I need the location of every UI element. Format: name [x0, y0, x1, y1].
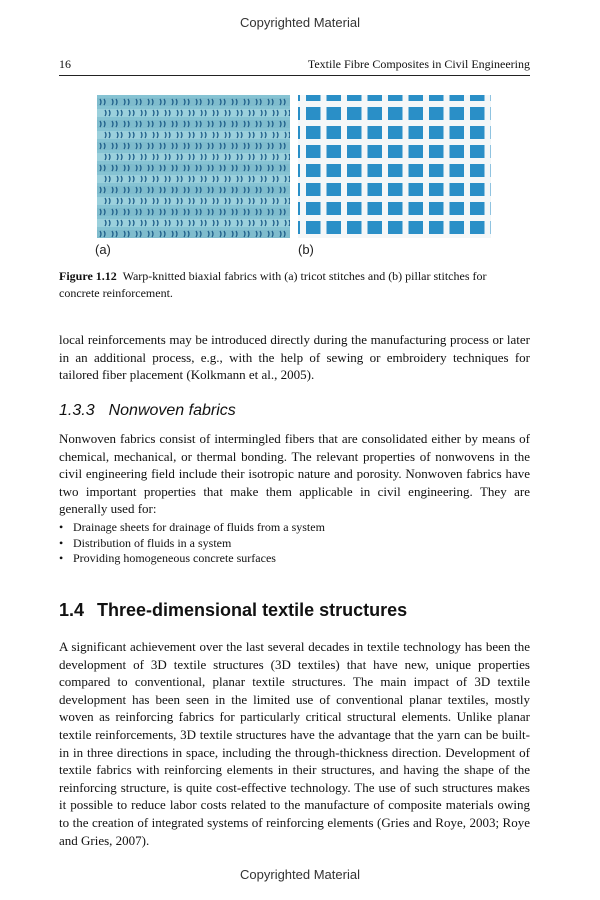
list-item: [59, 551, 325, 567]
bullet-icon: •: [59, 551, 64, 566]
list-item-text: Drainage sheets for drainage of fluids from a system: [73, 520, 325, 534]
tricot-stitch-pattern: [97, 98, 290, 238]
weft-yarn: [298, 215, 491, 221]
bullet-icon: •: [59, 520, 64, 534]
pillar-grid-pattern: [298, 95, 491, 238]
running-head: [59, 57, 530, 72]
list-item: [59, 520, 325, 536]
figure-caption-text: Warp-knitted biaxial fabrics with (a) tricot stitches and (b) pillar stitches for concrete reinforcement.: [59, 269, 487, 300]
list-item-text: Distribution of fluids in a system: [73, 535, 232, 550]
section-heading: [59, 600, 407, 621]
panel-a-label: (a): [95, 242, 111, 257]
panel-b-label: (b): [298, 242, 314, 257]
subsection-title: Nonwoven fabrics: [108, 402, 236, 419]
figure-caption: [59, 268, 529, 302]
page-number: 16: [59, 57, 71, 71]
figure-panel-b-image: [298, 95, 491, 238]
section-number: 1.4: [59, 600, 85, 620]
weft-yarn: [298, 120, 491, 126]
list-item-text: Providing homogeneous concrete surfaces: [73, 551, 276, 566]
header-rule: [59, 75, 530, 76]
figure-panel-a-image: [97, 95, 290, 238]
body-paragraph-1: local reinforcements may be introduced directly during the manufacturing process or later in an additional process, e.g., with the help of sewing or embroidery techniques for tailored fiber placement (Kolkmann et al., 2005).: [59, 332, 530, 383]
pillar-fabric-image: [298, 95, 491, 238]
weft-yarn: [298, 158, 491, 164]
body-paragraph-2: Nonwoven fabrics consist of intermingled fibers that are consolidated either by means of chemical, mechanical, or thermal bonding. The relevant properties of nonwovens in the civil engineering field include their isotropic nature and porosity. Nonwoven fabrics have two important properties that make them applicable in civil engineering. They are generally used for:: [59, 431, 530, 517]
bullet-list: [59, 520, 325, 567]
section-title: Three-dimensional textile structures: [97, 600, 408, 620]
watermark-bottom: Copyrighted Material: [240, 867, 360, 882]
book-title: Textile Fibre Composites in Civil Engineering: [307, 57, 530, 71]
weft-yarn: [298, 101, 491, 107]
subsection-heading: [59, 402, 236, 420]
figure-caption-label: Figure 1.12: [59, 269, 117, 283]
tricot-fabric-image: [97, 95, 290, 238]
weft-yarn: [298, 196, 491, 202]
bullet-icon: •: [59, 535, 64, 550]
weft-yarn: [298, 177, 491, 183]
watermark-top: Copyrighted Material: [240, 15, 360, 30]
subsection-number: 1.3.3: [59, 402, 95, 419]
weft-yarn: [298, 234, 491, 238]
list-item: [59, 536, 325, 552]
weft-yarn: [298, 139, 491, 145]
body-paragraph-3: A significant achievement over the last several decades in textile technology has been the development of 3D textile structures (3D textiles) that have new, unique properties compared to conventional, planar textile structures. The main impact of 3D textile development has been seen in the limited use of conventional planar textiles, mostly woven as reinforcing fabrics for particularly critical structural elements. Unlike planar textile reinforcements, 3D textile structures have the advantage that the yarn can be built-in in three directions in space, including the through-thickness direction. Development of textile fabrics with reinforcing elements in their structures, and having the shape of the reinforcing structure, is quite cost-effective technology. The use of such structures makes it possible to reduce labor costs related to the manufacture of composite materials owing to the creation of integrated systems of reinforcing elements (Gries and Roye, 2003; Roye and Gries, 2007).: [59, 639, 530, 848]
